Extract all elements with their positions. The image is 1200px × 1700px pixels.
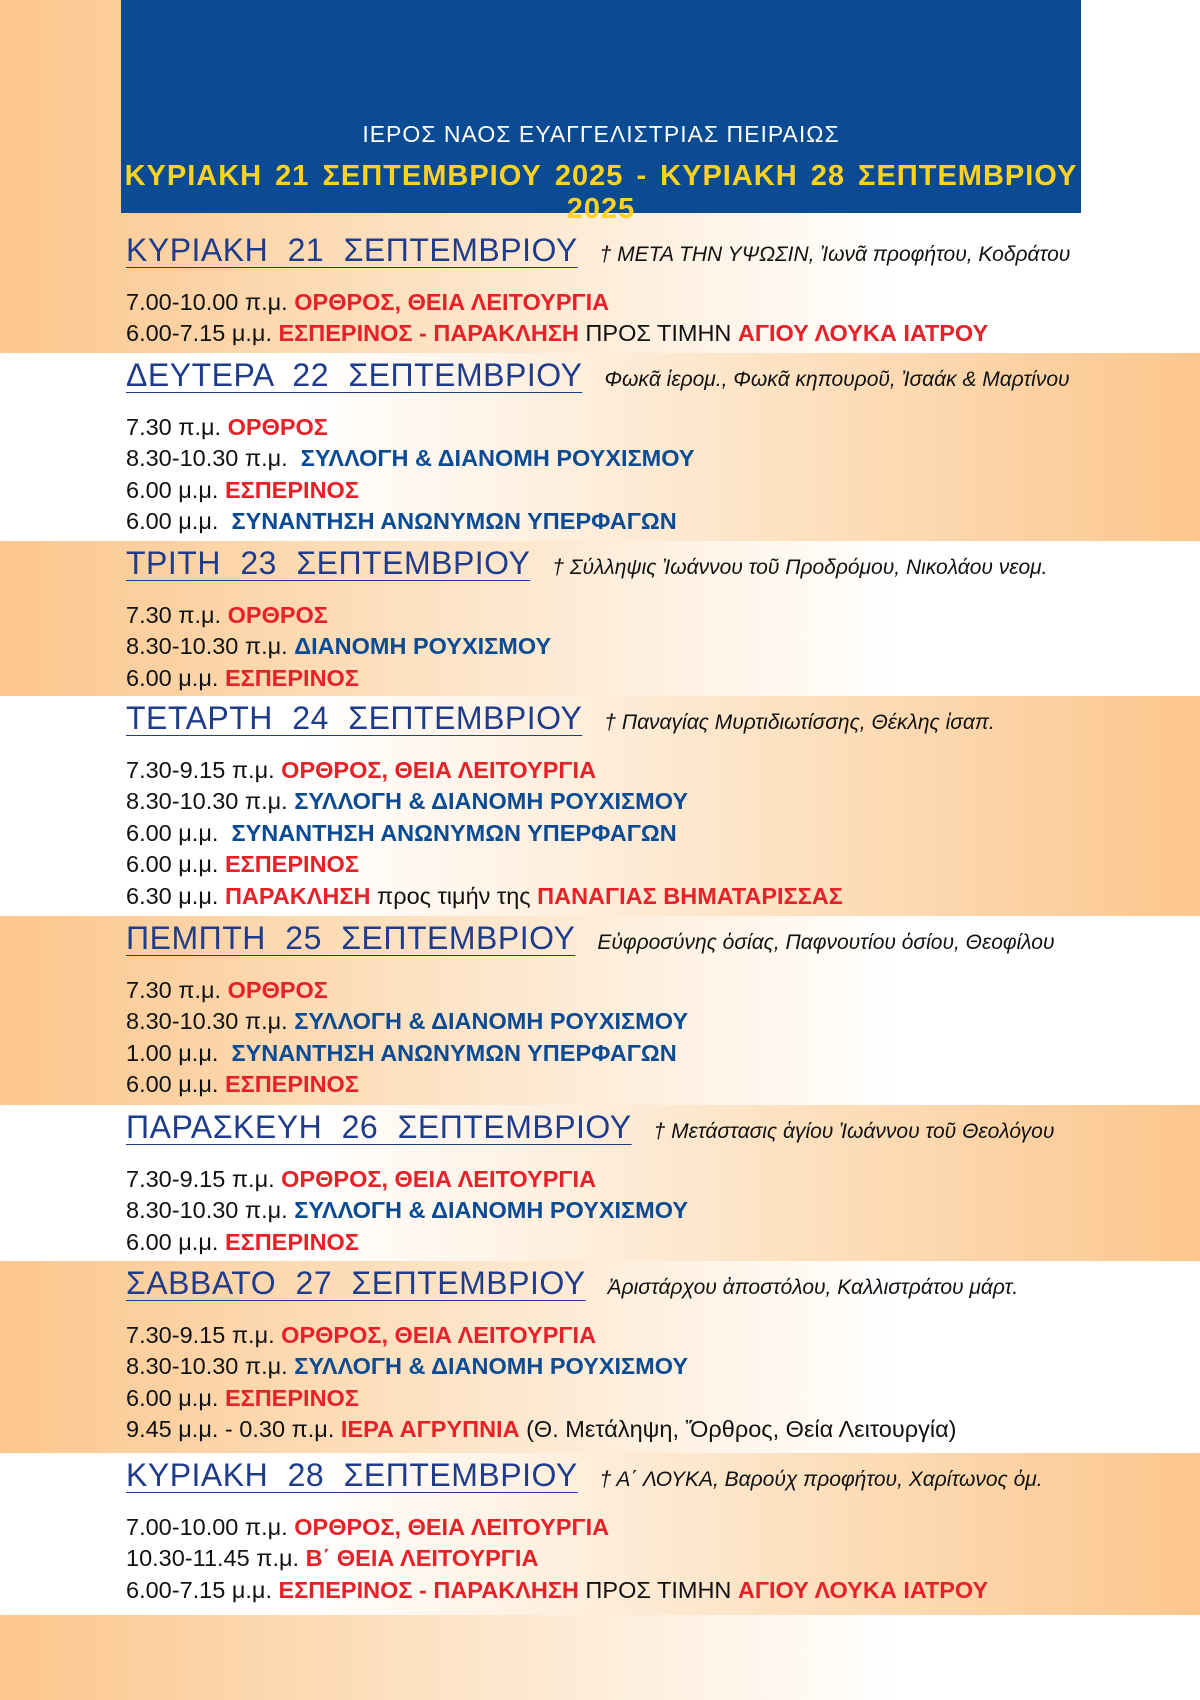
service-name: ΑΓΙΟΥ ΛΟΥΚΑ ΙΑΤΡΟΥ xyxy=(737,1576,989,1603)
service-line xyxy=(126,1320,1186,1351)
service-line xyxy=(126,1351,1186,1382)
feast-description: Φωκᾶ ἱερομ., Φωκᾶ κηπουροῦ, Ἰσαάκ & Μαρτίνου xyxy=(604,368,1070,391)
service-time: 6.00 μ.μ. xyxy=(126,476,225,503)
service-list xyxy=(126,1164,1186,1258)
service-name: ΣΥΛΛΟΓΗ & ΔΙΑΝΟΜΗ ΡΟΥΧΙΣΜΟΥ xyxy=(294,1197,689,1224)
service-time: 7.30-9.15 π.μ. xyxy=(126,1322,282,1348)
service-line xyxy=(126,1164,1186,1195)
day-title: ΔΕΥΤΕΡΑ 22 ΣΕΠΤΕΜΒΡΙΟΥ xyxy=(126,357,583,393)
day-block xyxy=(126,232,1186,350)
service-time: 6.00 μ.μ. xyxy=(126,1384,225,1411)
service-name: ΔΙΑΝΟΜΗ ΡΟΥΧΙΣΜΟΥ xyxy=(294,633,552,660)
service-time: 7.30 π.μ. xyxy=(126,602,228,628)
service-line xyxy=(126,849,1186,880)
service-line xyxy=(126,1069,1186,1100)
service-name: ΙΕΡΑ ΑΓΡΥΠΝΙΑ xyxy=(340,1416,520,1443)
service-time: 7.00-10.00 π.μ. xyxy=(126,289,295,315)
day-block xyxy=(126,1265,1186,1446)
service-name: ΕΣΠΕΡΙΝΟΣ - ΠΑΡΑΚΛΗΣΗ xyxy=(278,1576,579,1603)
service-line xyxy=(126,506,1186,537)
service-note: ΠΡΟΣ ΤΙΜΗΝ xyxy=(578,320,738,347)
service-name: ΟΡΘΡΟΣ xyxy=(227,414,328,440)
service-time: 8.30-10.30 π.μ. xyxy=(126,633,295,660)
service-line xyxy=(126,1038,1186,1069)
service-note: προς τιμήν της xyxy=(370,882,538,909)
service-time: 7.30-9.15 π.μ. xyxy=(126,1166,282,1192)
service-name: ΣΥΝΑΝΤΗΣΗ ΑΝΩΝΥΜΩΝ ΥΠΕΡΦΑΓΩΝ xyxy=(224,1039,677,1066)
service-line xyxy=(126,631,1186,662)
service-note: (Θ. Μετάληψη, Ὄρθρος, Θεία Λειτουργία) xyxy=(519,1416,957,1443)
feast-description: † ΜΕΤΑ ΤΗΝ ΥΨΩΣΙΝ, Ἰωνᾶ προφήτου, Κοδράτου xyxy=(599,243,1071,266)
service-name: ΟΡΘΡΟΣ, ΘΕΙΑ ΛΕΙΤΟΥΡΓΙΑ xyxy=(294,1514,610,1540)
service-line xyxy=(126,443,1186,474)
day-block xyxy=(126,545,1186,694)
service-line xyxy=(126,818,1186,849)
service-name: ΣΥΝΑΝΤΗΣΗ ΑΝΩΝΥΜΩΝ ΥΠΕΡΦΑΓΩΝ xyxy=(224,508,677,535)
feast-description: Ἀριστάρχου ἀποστόλου, Καλλιστράτου μάρτ. xyxy=(607,1276,1019,1299)
service-time: 9.45 μ.μ. - 0.30 π.μ. xyxy=(126,1416,341,1443)
day-header xyxy=(126,1457,1186,1505)
service-list xyxy=(126,1320,1186,1446)
service-time: 6.00 μ.μ. xyxy=(126,1071,225,1098)
service-time: 7.30 π.μ. xyxy=(126,414,228,440)
service-time: 8.30-10.30 π.μ. xyxy=(126,1353,295,1380)
service-name: ΟΡΘΡΟΣ, ΘΕΙΑ ΛΕΙΤΟΥΡΓΙΑ xyxy=(294,289,610,315)
day-block xyxy=(126,700,1186,912)
service-name: ΠΑΝΑΓΙΑΣ ΒΗΜΑΤΑΡΙΣΣΑΣ xyxy=(537,882,843,909)
service-name: ΕΣΠΕΡΙΝΟΣ xyxy=(224,1228,359,1255)
feast-description: † Σύλληψις Ἰωάννου τοῦ Προδρόμου, Νικολάου νεομ. xyxy=(552,556,1048,579)
day-header xyxy=(126,545,1186,593)
service-line xyxy=(126,287,1186,318)
service-line xyxy=(126,1006,1186,1037)
day-block xyxy=(126,1109,1186,1258)
day-block xyxy=(126,357,1186,538)
service-note: ΠΡΟΣ ΤΙΜΗΝ xyxy=(578,1576,738,1603)
service-line xyxy=(126,412,1186,443)
service-name: ΕΣΠΕΡΙΝΟΣ xyxy=(224,851,359,878)
service-list xyxy=(126,975,1186,1101)
day-header xyxy=(126,357,1186,405)
service-line xyxy=(126,600,1186,631)
service-time: 6.30 μ.μ. xyxy=(126,882,225,909)
service-time: 8.30-10.30 π.μ. xyxy=(126,1197,295,1224)
service-time: 10.30-11.45 π.μ. xyxy=(126,1545,306,1572)
feast-description: Εὐφροσύνης ὁσίας, Παφνουτίου ὁσίου, Θεοφίλου xyxy=(597,931,1055,954)
service-line xyxy=(126,1414,1186,1445)
service-line xyxy=(126,1227,1186,1258)
service-line xyxy=(126,1543,1186,1574)
service-name: Β΄ ΘΕΙΑ ΛΕΙΤΟΥΡΓΙΑ xyxy=(305,1545,539,1572)
day-header xyxy=(126,920,1186,968)
service-time: 8.30-10.30 π.μ. xyxy=(126,445,295,472)
service-name: ΣΥΝΑΝΤΗΣΗ ΑΝΩΝΥΜΩΝ ΥΠΕΡΦΑΓΩΝ xyxy=(224,819,677,846)
service-list xyxy=(126,1512,1186,1606)
service-line xyxy=(126,1512,1186,1543)
service-time: 6.00 μ.μ. xyxy=(126,1228,225,1255)
service-name: ΠΑΡΑΚΛΗΣΗ xyxy=(224,882,371,909)
service-name: ΣΥΛΛΟΓΗ & ΔΙΑΝΟΜΗ ΡΟΥΧΙΣΜΟΥ xyxy=(294,788,689,815)
day-title: ΠΕΜΠΤΗ 25 ΣΕΠΤΕΜΒΡΙΟΥ xyxy=(126,920,576,956)
church-name: ΙΕΡΟΣ ΝΑΟΣ ΕΥΑΓΓΕΛΙΣΤΡΙΑΣ ΠΕΙΡΑΙΩΣ xyxy=(362,121,840,147)
service-time: 8.30-10.30 π.μ. xyxy=(126,1008,295,1035)
day-title: ΚΥΡΙΑΚΗ 21 ΣΕΠΤΕΜΒΡΙΟΥ xyxy=(126,232,578,268)
service-time: 6.00 μ.μ. xyxy=(126,819,225,846)
service-line xyxy=(126,881,1186,912)
service-name: ΕΣΠΕΡΙΝΟΣ xyxy=(224,1071,359,1098)
service-name: ΣΥΛΛΟΓΗ & ΔΙΑΝΟΜΗ ΡΟΥΧΙΣΜΟΥ xyxy=(294,1353,689,1380)
feast-description: † Α΄ ΛΟΥΚΑ, Βαρούχ προφήτου, Χαρίτωνος ὁμ. xyxy=(599,1468,1043,1491)
service-time: 6.00 μ.μ. xyxy=(126,851,225,878)
service-name: ΟΡΘΡΟΣ, ΘΕΙΑ ΛΕΙΤΟΥΡΓΙΑ xyxy=(281,757,597,783)
feast-description: † Παναγίας Μυρτιδιωτίσσης, Θέκλης ἰσαπ. xyxy=(604,711,995,734)
service-name: ΕΣΠΕΡΙΝΟΣ xyxy=(224,1384,359,1411)
day-block xyxy=(126,920,1186,1101)
service-time: 8.30-10.30 π.μ. xyxy=(126,788,295,815)
day-title: ΚΥΡΙΑΚΗ 28 ΣΕΠΤΕΜΒΡΙΟΥ xyxy=(126,1457,578,1493)
service-list xyxy=(126,287,1186,350)
day-header xyxy=(126,1109,1186,1157)
service-line xyxy=(126,1195,1186,1226)
service-line xyxy=(126,475,1186,506)
service-line xyxy=(126,975,1186,1006)
feast-description: † Μετάστασις ἁγίου Ἰωάννου τοῦ Θεολόγου xyxy=(653,1120,1055,1143)
service-name: ΣΥΛΛΟΓΗ & ΔΙΑΝΟΜΗ ΡΟΥΧΙΣΜΟΥ xyxy=(294,1008,689,1035)
service-name: ΟΡΘΡΟΣ xyxy=(227,602,328,628)
day-header xyxy=(126,700,1186,748)
band-background xyxy=(0,1615,1200,1700)
day-header xyxy=(126,232,1186,280)
service-name: ΕΣΠΕΡΙΝΟΣ - ΠΑΡΑΚΛΗΣΗ xyxy=(278,320,579,347)
service-name: ΟΡΘΡΟΣ xyxy=(227,977,328,1003)
service-time: 7.30 π.μ. xyxy=(126,977,228,1003)
day-title: ΤΕΤΑΡΤΗ 24 ΣΕΠΤΕΜΒΡΙΟΥ xyxy=(126,700,583,736)
day-title: ΤΡΙΤΗ 23 ΣΕΠΤΕΜΒΡΙΟΥ xyxy=(126,545,531,581)
service-name: ΟΡΘΡΟΣ, ΘΕΙΑ ΛΕΙΤΟΥΡΓΙΑ xyxy=(281,1166,597,1192)
day-header xyxy=(126,1265,1186,1313)
service-time: 7.00-10.00 π.μ. xyxy=(126,1514,295,1540)
service-line xyxy=(126,318,1186,349)
service-time: 1.00 μ.μ. xyxy=(126,1039,225,1066)
service-name: ΕΣΠΕΡΙΝΟΣ xyxy=(224,476,359,503)
service-name: ΣΥΛΛΟΓΗ & ΔΙΑΝΟΜΗ ΡΟΥΧΙΣΜΟΥ xyxy=(294,445,695,472)
day-title: ΣΑΒΒΑΤΟ 27 ΣΕΠΤΕΜΒΡΙΟΥ xyxy=(126,1265,586,1301)
service-line xyxy=(126,1575,1186,1606)
service-time: 6.00 μ.μ. xyxy=(126,664,225,691)
service-name: ΕΣΠΕΡΙΝΟΣ xyxy=(224,664,359,691)
service-time: 6.00 μ.μ. xyxy=(126,508,225,535)
day-title: ΠΑΡΑΣΚΕΥΗ 26 ΣΕΠΤΕΜΒΡΙΟΥ xyxy=(126,1109,632,1145)
service-time: 6.00-7.15 μ.μ. xyxy=(126,320,279,347)
service-time: 7.30-9.15 π.μ. xyxy=(126,757,282,783)
service-list xyxy=(126,412,1186,538)
service-name: ΑΓΙΟΥ ΛΟΥΚΑ ΙΑΤΡΟΥ xyxy=(737,320,989,347)
header-banner xyxy=(121,0,1081,225)
service-time: 6.00-7.15 μ.μ. xyxy=(126,1576,279,1603)
service-line xyxy=(126,786,1186,817)
service-name: ΟΡΘΡΟΣ, ΘΕΙΑ ΛΕΙΤΟΥΡΓΙΑ xyxy=(281,1322,597,1348)
service-line xyxy=(126,1383,1186,1414)
service-line xyxy=(126,663,1186,694)
service-list xyxy=(126,600,1186,694)
service-list xyxy=(126,755,1186,912)
service-line xyxy=(126,755,1186,786)
week-dates: ΚΥΡΙΑΚΗ 21 ΣΕΠΤΕΜΒΡΙΟΥ 2025 - ΚΥΡΙΑΚΗ 28 ΣΕΠΤΕΜΒΡΙΟΥ 2025 xyxy=(124,160,1078,225)
day-block xyxy=(126,1457,1186,1606)
